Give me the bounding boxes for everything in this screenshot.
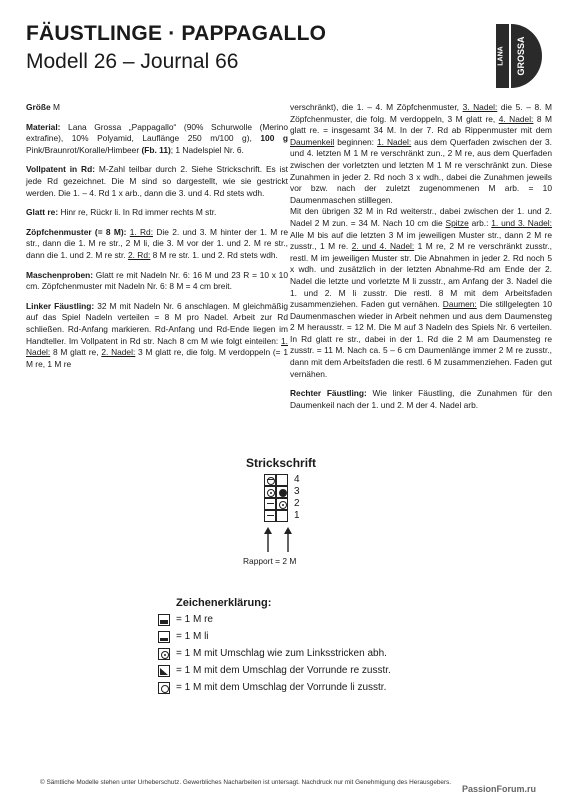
svg-text:GROSSA: GROSSA	[516, 36, 526, 76]
legend-text: = 1 M mit dem Umschlag der Vorrunde re zusstr.	[176, 665, 391, 676]
size-paragraph	[26, 102, 288, 114]
knit-together-icon	[158, 665, 170, 677]
size-label: Größe	[26, 102, 51, 112]
p1a: verschränkt), die 1. – 4. M Zöpfchenmuster,	[290, 102, 463, 112]
row-number: 2	[294, 498, 300, 509]
p1-needle3: 3. Nadel:	[462, 102, 498, 112]
glatt-label: Glatt re:	[26, 207, 59, 218]
p1-daumenkeil: Daumenkeil	[290, 136, 335, 147]
watermark: PassionForum.ru	[462, 784, 537, 794]
material-tail: ; 1 Nadelspiel Nr. 6.	[170, 144, 244, 155]
p2-spitze: Spitze	[445, 217, 469, 228]
maschenprobe-label: Maschenproben:	[26, 269, 94, 280]
p1d: beginnen:	[334, 136, 377, 147]
p1e: aus dem Querfaden zwischen der 3. und 4. letzten M 1 M re verschränkt zun., 2 M re, aus dem Querfaden zwischen der vorletzten und letzten M 1 M re verschränkt zun. Diese Zunahmen in jeder 2. Rd noch 3 x wdh., dabei die Zunahmen jeweils vor bzw. nach der zuletzt zugenommenen M arb. = 10 Daumenmaschen stilllegen.	[290, 136, 552, 205]
purl-stitch-icon	[264, 510, 276, 522]
linker-text3: 3 M glatt re, die folg. M verdoppeln (= 1 M re, 1 M re	[26, 347, 288, 369]
lana-grossa-logo	[488, 22, 544, 90]
maschenprobe-paragraph	[26, 270, 288, 293]
zopf-text2: 8 M re str. 1. und 2. Rd stets wdh.	[150, 249, 278, 260]
purl-together-icon	[264, 474, 276, 486]
material-paragraph	[26, 122, 288, 157]
zopf-label: Zöpfchenmuster (= 8 M):	[26, 226, 127, 237]
rapport-label: Rapport = 2 M	[243, 556, 297, 566]
maschenprobe-text: Glatt re mit Nadeln Nr. 6: 16 M und 23 R = 10 x 10 cm. Zöpfchenmuster mit Nadeln Nr. 6: 8 M = 4 cm breit.	[26, 269, 288, 292]
empty-cell	[276, 474, 288, 486]
legend-text: = 1 M mit dem Umschlag der Vorrunde li zusstr.	[176, 682, 387, 693]
p2c: Alle M bis auf die letzten 3 M im jeweiligen Muster str., dann 2 M re zusstr., 1 M re.	[290, 229, 552, 252]
legend-text: = 1 M mit Umschlag wie zum Linksstricken abh.	[176, 648, 387, 659]
p2-needle24: 2. und 4. Nadel:	[351, 241, 415, 252]
vollpatent-label: Vollpatent in Rd:	[26, 164, 96, 175]
left-column	[26, 102, 288, 378]
linker-needle1: 1. Nadel:	[26, 335, 288, 358]
page-title: FÄUSTLINGE · PAPPAGALLO	[26, 22, 327, 45]
size-value: M	[50, 102, 60, 112]
p2e: Die stillgelegten 10 Daumenmaschen wieder in Arbeit nehmen und aus dem Daumensteg 2 M herausstr. = 12 M. Die M auf 3 Nadeln des Spiels Nr. 6 verteilen. In Rd glatt re str., dabei in der 1. Rd die 2 M am Daumensteg re zusstr. = 11 M. Nach ca. 5 – 6 cm Daumenlänge immer 2 M re zusstr., dann mit dem Arbeitsfaden die restl. 6 M zusammenziehen. Faden gut vernähen.	[290, 299, 553, 379]
glatt-paragraph	[26, 207, 288, 219]
rapport-arrows	[258, 526, 298, 554]
zopf-round1: 1. Rd:	[129, 226, 154, 237]
knit-stitch-icon	[158, 614, 170, 626]
chart-title: Strickschrift	[246, 456, 317, 470]
legend-text: = 1 M re	[176, 614, 213, 625]
material-qty: 100 g	[260, 133, 289, 144]
zopf-round2: 2. Rd:	[127, 249, 151, 260]
yarn-over-purl-icon	[158, 648, 170, 660]
legend-text: = 1 M li	[176, 631, 209, 642]
p1-needle4: 4. Nadel:	[498, 113, 534, 124]
svg-text:LANA: LANA	[497, 46, 505, 66]
spitze-paragraph	[290, 206, 552, 380]
p2a: Mit den übrigen 32 M in Rd weiterstr., dabei zwischen der 1. und 2. Nadel 2 M zun. = 34 M. Nach 10 cm die	[290, 206, 552, 228]
row-number: 4	[294, 474, 300, 485]
p2b: arb.:	[468, 217, 492, 228]
linker-text: 32 M mit Nadeln Nr. 6 anschlagen. M gleichmäßig auf das Spiel Nadeln verteilen = 8 M pro Nadel. Arbeit zur Rd schließen. Rd-Anfang markieren. Rd-Anfang und Rd-Ende liegen im Handteller. Im Vollpatent in Rd str. Nach 8 cm M wie folgt einteilen:	[26, 300, 288, 346]
copyright-footer: © Sämtliche Modelle stehen unter Urheberschutz. Gewerbliches Nacharbeiten ist untersagt. Nachdruck nur mit Genehmigung des Herausgebers.	[40, 779, 452, 786]
p1c: 8 M glatt re. = insgesamt 34 M. In der 7. Rd ab Rippenmuster mit dem	[290, 113, 552, 136]
linker-text2: 8 M glatt re,	[50, 347, 102, 358]
rechter-text: Wie linker Fäustling, die Zunahmen für den Daumenkeil nach der 1. und 2. M der 4. Nadel arb.	[290, 388, 552, 410]
p1b: die 5. – 8. M Zöpfchenmuster, die folg. M verdoppeln, 3 M glatt re,	[290, 102, 552, 124]
material-label: Material:	[26, 121, 61, 132]
material-text: Lana Grossa „Pappagallo“ (90% Schurwolle (Merino extrafine), 10% Polyamid, Lauflänge 250 m/100 g),	[26, 121, 288, 144]
knit-together-icon	[276, 486, 288, 498]
knit-stitch-icon	[276, 510, 288, 522]
rechter-label: Rechter Fäustling:	[290, 388, 367, 399]
yarn-over-purl-icon	[264, 486, 276, 498]
right-column	[290, 102, 552, 419]
vollpatent-paragraph	[26, 164, 288, 199]
p2-needle13: 1. und 3. Nadel:	[491, 217, 552, 228]
p1-needle1: 1. Nadel:	[377, 136, 412, 147]
p2-daumen: Daumen:	[442, 299, 477, 310]
zopf-text1: Die 2. und 3. M hinter der 1. M re str., dann die 1. M re str., 2 M li, die 3. M vor der 1. und 2. M re str., dann die 1. und 2. M re str.	[26, 226, 289, 260]
linker-paragraph	[26, 301, 288, 371]
linker-needle2: 2. Nadel:	[101, 347, 136, 358]
material-colors: Pink/Braunrot/Koralle/Himbeer	[26, 144, 142, 155]
legend-title: Zeichenerklärung:	[176, 597, 272, 609]
row-number: 3	[294, 486, 300, 497]
purl-stitch-icon	[158, 631, 170, 643]
purl-stitch-icon	[264, 498, 276, 510]
page-subtitle: Modell 26 – Journal 66	[26, 50, 239, 73]
linker-label: Linker Fäustling:	[26, 300, 95, 311]
yarn-over-purl-icon	[276, 498, 288, 510]
purl-together-icon	[158, 682, 170, 694]
row-number: 1	[294, 510, 300, 521]
rechter-paragraph	[290, 388, 552, 411]
glatt-text: Hinr re, Rückr li. In Rd immer rechts M str.	[58, 207, 217, 218]
zopf-paragraph	[26, 227, 288, 262]
daumenkeil-paragraph	[290, 102, 552, 206]
material-fb: (Fb. 11)	[141, 144, 171, 155]
vollpatent-text: M-Zahl teilbar durch 2. Siehe Strickschrift. Es ist jede Rd gezeichnet. Die M sind so dargestellt, wie sie gestrickt werden. Die 1. – 4. Rd 1 x arb., dann die 3. und 4. Rd stets wdh.	[26, 164, 288, 198]
p2d: 1 M re, 2 M re verschränkt zusstr., restl. M im jeweiligen Muster str. Die Abnahmen in jeder 2. Rd noch 5 x wdh. und zusätzlich in der letzten Abnahme-Rd am Ende der 2. Nadel die letzte und vorletzte M li zusstr., am Anfang der 3. Nadel die 1. und 2. M li zusstr. Die restl. 8 M mit dem Arbeitsfaden zusammenziehen. Faden gut vernähen.	[290, 241, 553, 310]
